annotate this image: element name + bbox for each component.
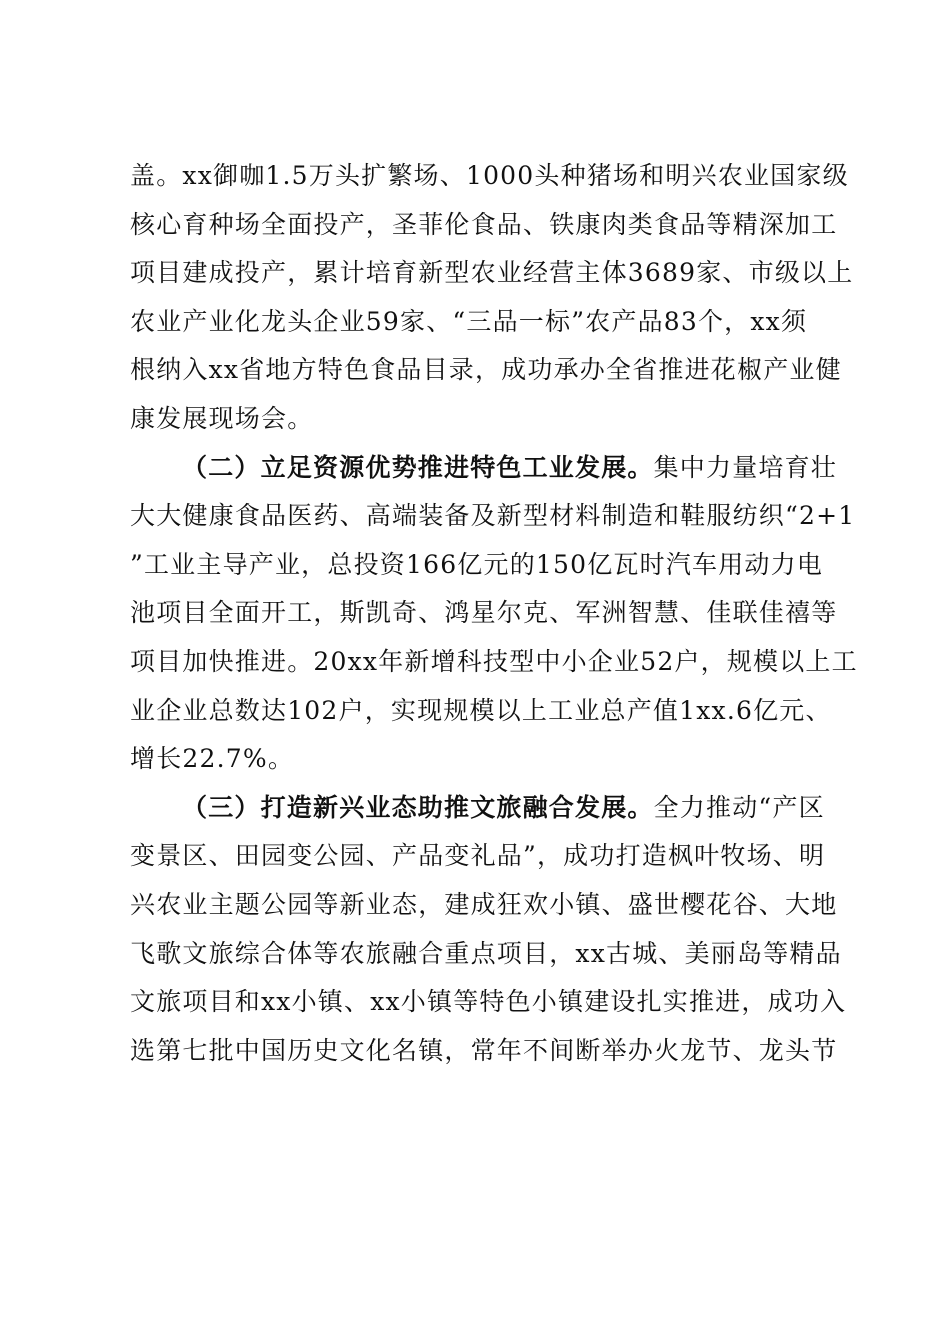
text-line: 池项目全面开工，斯凯奇、鸿星尔克、军洲智慧、佳联佳禧等 <box>130 598 838 628</box>
paragraph-livestock-agriculture <box>130 152 854 444</box>
text-line: 增长22.7%。 <box>130 744 295 774</box>
section-heading-tourism: （三）打造新兴业态助推文旅融合发展。 <box>182 792 654 822</box>
text-line: 盖。xx御咖1.5万头扩繁场、1000头种猪场和明兴农业国家级 <box>130 161 849 190</box>
text-line <box>130 784 830 833</box>
text-line: 选第七批中国历史文化名镇，常年不间断举办火龙节、龙头节 <box>130 1035 838 1065</box>
text-line: 兴农业主题公园等新业态，建成狂欢小镇、盛世樱花谷、大地 <box>130 889 838 919</box>
text-line: ”工业主导产业，总投资166亿元的150亿瓦时汽车用动力电 <box>130 549 824 579</box>
text-line: 康发展现场会。 <box>130 403 314 433</box>
paragraph-culture-tourism <box>130 784 847 1076</box>
text-line <box>130 444 838 493</box>
body-text <box>130 152 858 1075</box>
text-line: 根纳入xx省地方特色食品目录，成功承办全省推进花椒产业健 <box>130 355 842 385</box>
text-line: 变景区、田园变公园、产品变礼品”，成功打造枫叶牧场、明 <box>130 841 826 871</box>
paragraph-industry <box>130 444 858 784</box>
text-line: 项目建成投产，累计培育新型农业经营主体3689家、市级以上 <box>130 258 854 288</box>
text-run: 集中力量培育壮 <box>653 452 838 482</box>
text-line: 业企业总数达102户，实现规模以上工业总产值1xx.6亿元、 <box>130 695 832 725</box>
text-line: 大大健康食品医药、高端装备及新型材料制造和鞋服纺织“2+1 <box>130 501 856 531</box>
text-line: 飞歌文旅综合体等农旅融合重点项目，xx古城、美丽岛等精品 <box>130 938 842 968</box>
text-run: 全力推动“产区 <box>653 792 825 822</box>
section-heading-industry: （二）立足资源优势推进特色工业发展。 <box>182 452 654 482</box>
text-line: 核心育种场全面投产，圣菲伦食品、铁康肉类食品等精深加工 <box>130 209 838 239</box>
text-line: 文旅项目和xx小镇、xx小镇等特色小镇建设扎实推进，成功入 <box>130 987 847 1017</box>
text-line: 项目加快推进。20xx年新增科技型中小企业52户，规模以上工 <box>130 646 858 676</box>
text-line: 农业产业化龙头企业59家、“三品一标”农产品83个，xx须 <box>130 306 808 336</box>
